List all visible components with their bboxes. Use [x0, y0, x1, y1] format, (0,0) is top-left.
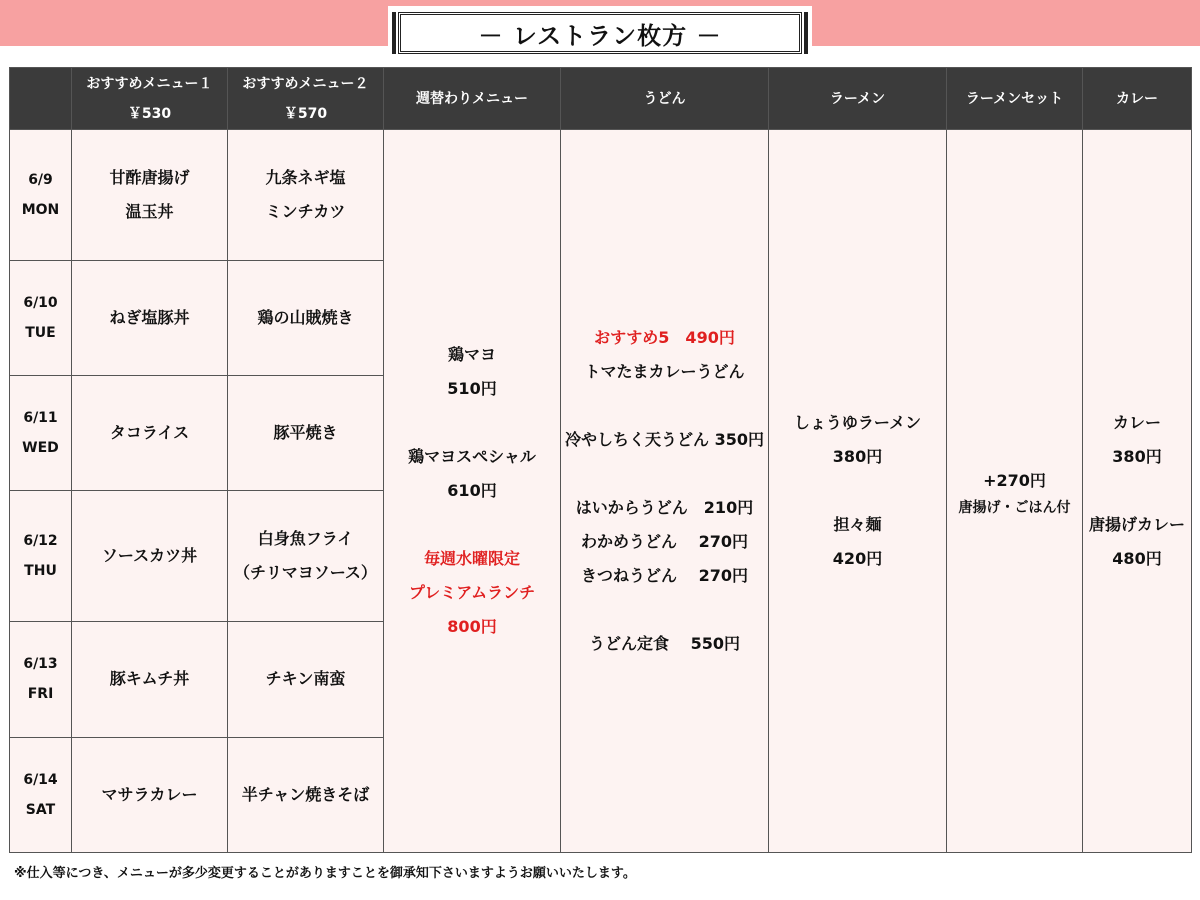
title-frame — [398, 12, 802, 54]
header-ramen: ラーメン — [769, 68, 947, 130]
menu1-cell — [72, 260, 228, 375]
day-date: 6/11 — [23, 410, 58, 427]
header-weekly: 週替わりメニュー — [384, 68, 561, 130]
weekly-special-price: 800円 — [447, 617, 497, 636]
ramen-item1: しょうゆラーメン — [793, 413, 922, 432]
menu2-line: 半チャン焼きそば — [241, 784, 370, 804]
day-dow: THU — [24, 563, 57, 580]
ramen-cell — [769, 130, 947, 853]
menu2-line: 豚平焼き — [273, 423, 338, 443]
header-curry: カレー — [1083, 68, 1192, 130]
header-ramen-set: ラーメンセット — [947, 68, 1083, 130]
ramen-item2: 担々麺 — [833, 515, 882, 534]
udon-item4: きつねうどん 270円 — [581, 566, 748, 585]
menu1-line: マサラカレー — [101, 784, 198, 804]
ramen-set-cell — [947, 130, 1083, 853]
curry-item1-price: 380円 — [1112, 447, 1162, 466]
ramen-item2-price: 420円 — [832, 549, 883, 568]
day-date: 6/9 — [28, 171, 53, 188]
header-menu2-label: おすすめメニュー２ — [242, 75, 369, 92]
udon-recommend-item: トマたまカレーうどん — [584, 362, 745, 381]
day-dow: TUE — [25, 324, 56, 341]
weekly-item1: 鶏マヨ — [447, 345, 496, 364]
ramen-set-desc: 唐揚げ・ごはん付 — [958, 500, 1071, 516]
menu2-line: （チリマヨソース） — [234, 563, 377, 583]
table-row-mon — [10, 130, 1192, 261]
curry-item1: カレー — [1112, 413, 1161, 432]
header-menu2 — [228, 68, 384, 130]
menu2-cell — [228, 491, 384, 622]
day-cell — [10, 737, 72, 853]
menu2-cell — [228, 376, 384, 491]
header-udon: うどん — [561, 68, 769, 130]
day-cell — [10, 491, 72, 622]
udon-item5: うどん定食 550円 — [589, 634, 740, 653]
day-dow: MON — [21, 201, 60, 218]
menu1-line: ソースカツ丼 — [101, 546, 198, 566]
menu2-line: 鶏の山賊焼き — [257, 307, 354, 327]
udon-cell — [561, 130, 769, 853]
menu2-line: ミンチカツ — [265, 201, 346, 221]
header-menu1 — [72, 68, 228, 130]
menu-table — [9, 67, 1192, 853]
curry-item2: 唐揚げカレー — [1088, 515, 1185, 534]
menu1-cell — [72, 737, 228, 853]
menu2-line: チキン南蛮 — [265, 669, 346, 689]
weekly-item2-price: 610円 — [447, 481, 497, 500]
udon-item2: はいからうどん 210円 — [575, 498, 754, 517]
menu1-cell — [72, 130, 228, 261]
menu2-cell — [228, 130, 384, 261]
weekly-cell — [384, 130, 561, 853]
page-title: － レストラン枚方 － — [478, 21, 722, 50]
ramen-item1-price: 380円 — [832, 447, 883, 466]
udon-item3: わかめうどん 270円 — [581, 532, 748, 551]
weekly-special2: プレミアムランチ — [408, 583, 536, 602]
menu1-line: タコライス — [109, 423, 190, 443]
day-dow: SAT — [25, 801, 56, 818]
header-menu1-label: おすすめメニュー１ — [86, 75, 213, 92]
day-cell — [10, 130, 72, 261]
menu1-cell — [72, 491, 228, 622]
header-day — [10, 68, 72, 130]
menu1-line: 豚キムチ丼 — [109, 669, 190, 689]
day-dow: WED — [22, 440, 59, 457]
day-cell — [10, 260, 72, 375]
day-date: 6/13 — [23, 656, 58, 673]
header-row — [10, 68, 1192, 130]
menu1-cell — [72, 622, 228, 737]
day-date: 6/12 — [23, 533, 58, 550]
weekly-item2: 鶏マヨスペシャル — [408, 447, 536, 466]
day-date: 6/14 — [23, 771, 58, 788]
menu2-cell — [228, 622, 384, 737]
udon-item1: 冷やしちく天うどん 350円 — [565, 430, 764, 449]
menu2-line: 九条ネギ塩 — [265, 167, 346, 187]
menu2-cell — [228, 260, 384, 375]
menu1-cell — [72, 376, 228, 491]
menu1-line: 温玉丼 — [125, 201, 174, 221]
footer-note: ※仕入等につき、メニューが多少変更することがありますことを御承知下さいますようお願いいたします。 — [14, 866, 636, 881]
title-box — [388, 6, 812, 60]
menu2-line: 白身魚フライ — [257, 529, 354, 549]
menu1-line: 甘酢唐揚げ — [109, 167, 190, 187]
udon-recommend: おすすめ5 490円 — [594, 328, 735, 347]
day-date: 6/10 — [23, 294, 58, 311]
curry-item2-price: 480円 — [1112, 549, 1162, 568]
curry-cell — [1083, 130, 1192, 853]
day-dow: FRI — [27, 686, 54, 703]
header-menu2-price: ￥570 — [283, 105, 328, 122]
day-cell — [10, 622, 72, 737]
weekly-special1: 毎週水曜限定 — [423, 549, 520, 568]
header-menu1-price: ￥530 — [127, 105, 172, 122]
ramen-set-price: +270円 — [983, 471, 1046, 490]
menu1-line: ねぎ塩豚丼 — [109, 307, 190, 327]
menu2-cell — [228, 737, 384, 853]
weekly-item1-price: 510円 — [447, 379, 497, 398]
day-cell — [10, 376, 72, 491]
